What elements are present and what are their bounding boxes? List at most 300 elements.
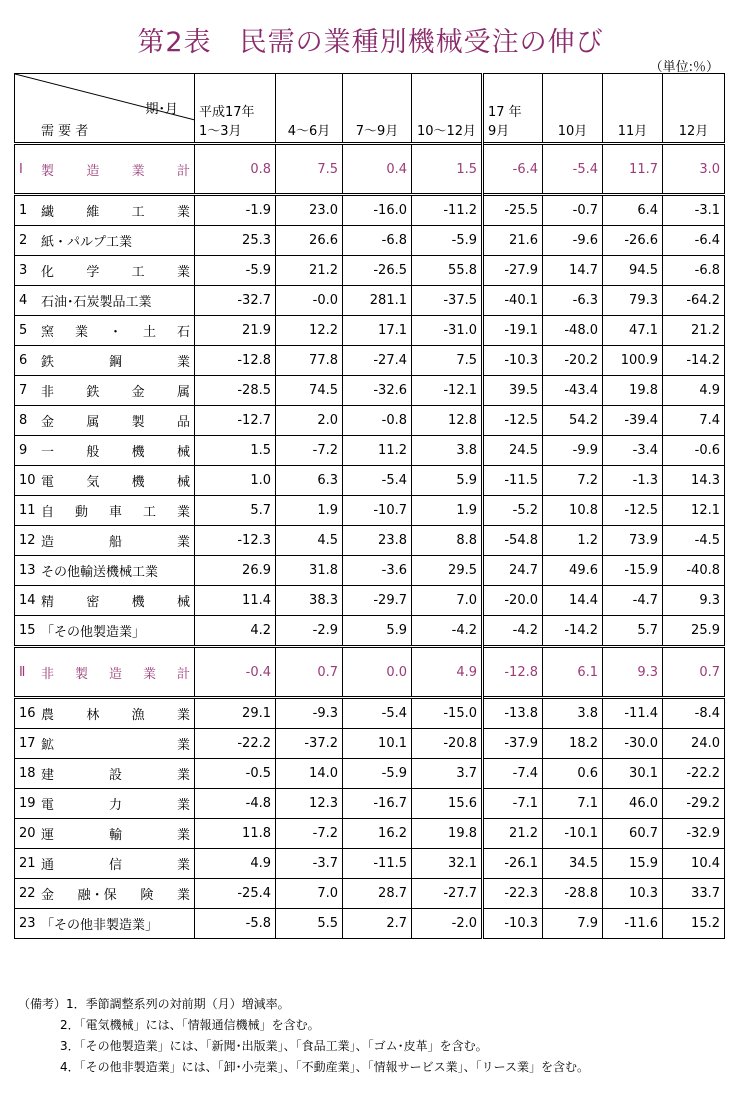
value-cell: -28.8 (543, 879, 603, 909)
col-header: 7～9月 (343, 74, 412, 144)
value-cell: 3.7 (412, 759, 483, 789)
row-name: 自 動 車 工 業 (41, 505, 190, 520)
row-name: 農 林 漁 業 (41, 708, 190, 723)
row-label (15, 144, 195, 195)
value-cell: -20.0 (483, 586, 543, 616)
value-cell: 5.5 (276, 909, 343, 939)
corner-bottom-label: 需 要 者 (41, 124, 89, 139)
row-name: 「その他非製造業」 (41, 918, 159, 933)
value-cell: -12.5 (483, 406, 543, 436)
total-row (15, 144, 725, 195)
row-index: 16 (19, 706, 36, 721)
value-cell: -6.4 (663, 226, 725, 256)
note-line: 2．「電気機械」には、「情報通信機械」を含む。 (60, 1018, 320, 1032)
row-label (15, 698, 195, 729)
value-cell: -29.7 (343, 586, 412, 616)
value-cell: 7.1 (543, 789, 603, 819)
row-label (15, 879, 195, 909)
value-cell: 7.5 (412, 346, 483, 376)
row-index: 12 (19, 533, 36, 548)
value-cell: -0.6 (663, 436, 725, 466)
value-cell: 12.8 (412, 406, 483, 436)
value-cell: 33.7 (663, 879, 725, 909)
note-line: 3．「その他製造業」には、「新聞･出版業」、「食品工業」、「ゴム･皮革」を含む。 (60, 1039, 488, 1053)
corner-header (15, 74, 195, 144)
table-row (15, 759, 725, 789)
value-cell: 19.8 (603, 376, 663, 406)
value-cell: 10.4 (663, 849, 725, 879)
row-name: 電 気 機 械 (41, 475, 190, 490)
value-cell: 12.2 (276, 316, 343, 346)
value-cell: 7.0 (412, 586, 483, 616)
value-cell: -7.2 (276, 436, 343, 466)
value-cell: 26.6 (276, 226, 343, 256)
value-cell: -8.4 (663, 698, 725, 729)
value-cell: 3.8 (543, 698, 603, 729)
value-cell: 29.5 (412, 556, 483, 586)
value-cell: 4.9 (412, 647, 483, 698)
value-cell: 11.4 (195, 586, 276, 616)
value-cell: -26.6 (603, 226, 663, 256)
value-cell: 21.2 (663, 316, 725, 346)
row-name: 運 輸 業 (41, 828, 190, 843)
value-cell: 49.6 (543, 556, 603, 586)
value-cell: -11.4 (603, 698, 663, 729)
value-cell: 1.2 (543, 526, 603, 556)
value-cell: -12.8 (483, 647, 543, 698)
row-label (15, 286, 195, 316)
value-cell: -27.4 (343, 346, 412, 376)
table-row (15, 729, 725, 759)
value-cell: 11.7 (603, 144, 663, 195)
row-label (15, 759, 195, 789)
row-name: 製 造 業 計 (41, 163, 190, 179)
row-index: 22 (19, 886, 36, 901)
row-index: Ⅰ (19, 161, 23, 177)
value-cell: -27.9 (483, 256, 543, 286)
value-cell: 3.8 (412, 436, 483, 466)
table-row (15, 376, 725, 406)
value-cell: -15.9 (603, 556, 663, 586)
value-cell: 14.4 (543, 586, 603, 616)
table-row (15, 346, 725, 376)
value-cell: 17.1 (343, 316, 412, 346)
value-cell: -31.0 (412, 316, 483, 346)
value-cell: -3.7 (276, 849, 343, 879)
value-cell: -14.2 (663, 346, 725, 376)
value-cell: -2.9 (276, 616, 343, 647)
row-index: 21 (19, 856, 36, 871)
value-cell: 15.6 (412, 789, 483, 819)
value-cell: -16.7 (343, 789, 412, 819)
row-index: 13 (19, 563, 36, 578)
value-cell: -54.8 (483, 526, 543, 556)
value-cell: -7.2 (276, 819, 343, 849)
value-cell: -37.5 (412, 286, 483, 316)
row-name: 建 設 業 (41, 768, 190, 783)
value-cell: -3.6 (343, 556, 412, 586)
row-name: 繊 維 工 業 (41, 205, 190, 220)
value-cell: -20.8 (412, 729, 483, 759)
value-cell: 79.3 (603, 286, 663, 316)
value-cell: 7.5 (276, 144, 343, 195)
value-cell: -10.1 (543, 819, 603, 849)
value-cell: -39.4 (603, 406, 663, 436)
value-cell: 16.2 (343, 819, 412, 849)
value-cell: -6.4 (483, 144, 543, 195)
table-row (15, 616, 725, 647)
value-cell: -14.2 (543, 616, 603, 647)
value-cell: -37.2 (276, 729, 343, 759)
value-cell: 21.2 (276, 256, 343, 286)
value-cell: -2.0 (412, 909, 483, 939)
row-index: 9 (19, 443, 28, 458)
row-name: 石油･石炭製品工業 (41, 295, 152, 310)
value-cell: 15.9 (603, 849, 663, 879)
value-cell: -1.3 (603, 466, 663, 496)
row-name: 化 学 工 業 (41, 265, 190, 280)
row-label (15, 436, 195, 466)
value-cell: 4.9 (195, 849, 276, 879)
value-cell: -12.3 (195, 526, 276, 556)
row-label (15, 256, 195, 286)
value-cell: 11.2 (343, 436, 412, 466)
value-cell: -6.3 (543, 286, 603, 316)
value-cell: -40.8 (663, 556, 725, 586)
row-index: 8 (19, 413, 28, 428)
value-cell: 281.1 (343, 286, 412, 316)
row-name: 金 属 製 品 (41, 415, 190, 430)
table-row (15, 556, 725, 586)
value-cell: -10.3 (483, 909, 543, 939)
value-cell: 39.5 (483, 376, 543, 406)
value-cell: 0.0 (343, 647, 412, 698)
value-cell: -15.0 (412, 698, 483, 729)
value-cell: 28.7 (343, 879, 412, 909)
table-row (15, 526, 725, 556)
table-row (15, 586, 725, 616)
value-cell: -48.0 (543, 316, 603, 346)
col-header: 平成17年 1～3月 (195, 74, 276, 144)
row-label (15, 616, 195, 647)
value-cell: 54.2 (543, 406, 603, 436)
value-cell: 15.2 (663, 909, 725, 939)
value-cell: -11.2 (412, 195, 483, 226)
value-cell: -9.9 (543, 436, 603, 466)
row-index: 1 (19, 203, 28, 218)
value-cell: -19.1 (483, 316, 543, 346)
row-name: 非 製 造 業 計 (41, 666, 190, 682)
total-row (15, 647, 725, 698)
value-cell: 0.7 (663, 647, 725, 698)
row-name: 一 般 機 械 (41, 445, 190, 460)
value-cell: -6.8 (663, 256, 725, 286)
value-cell: 32.1 (412, 849, 483, 879)
table-row (15, 316, 725, 346)
value-cell: -22.2 (663, 759, 725, 789)
value-cell: 12.3 (276, 789, 343, 819)
row-label (15, 789, 195, 819)
row-label (15, 346, 195, 376)
value-cell: -1.9 (195, 195, 276, 226)
value-cell: -4.2 (483, 616, 543, 647)
value-cell: -9.6 (543, 226, 603, 256)
value-cell: 0.6 (543, 759, 603, 789)
value-cell: -10.3 (483, 346, 543, 376)
col-header: 17 年 9月 (483, 74, 543, 144)
row-name: 窯 業 ・ 土 石 (41, 325, 190, 340)
value-cell: -5.4 (343, 698, 412, 729)
value-cell: -12.1 (412, 376, 483, 406)
value-cell: 14.3 (663, 466, 725, 496)
table-row (15, 286, 725, 316)
row-index: 10 (19, 473, 36, 488)
value-cell: -28.5 (195, 376, 276, 406)
table-row (15, 226, 725, 256)
value-cell: 94.5 (603, 256, 663, 286)
value-cell: -37.9 (483, 729, 543, 759)
row-index: 4 (19, 293, 28, 308)
value-cell: -3.4 (603, 436, 663, 466)
value-cell: 18.2 (543, 729, 603, 759)
value-cell: 73.9 (603, 526, 663, 556)
value-cell: -32.6 (343, 376, 412, 406)
value-cell: -7.1 (483, 789, 543, 819)
value-cell: 9.3 (663, 586, 725, 616)
value-cell: -11.5 (483, 466, 543, 496)
value-cell: 7.2 (543, 466, 603, 496)
value-cell: -43.4 (543, 376, 603, 406)
value-cell: 4.5 (276, 526, 343, 556)
value-cell: -4.7 (603, 586, 663, 616)
value-cell: -5.4 (543, 144, 603, 195)
table-row (15, 195, 725, 226)
value-cell: 21.6 (483, 226, 543, 256)
value-cell: -5.9 (343, 759, 412, 789)
value-cell: 38.3 (276, 586, 343, 616)
value-cell: 21.2 (483, 819, 543, 849)
value-cell: -6.8 (343, 226, 412, 256)
value-cell: -0.0 (276, 286, 343, 316)
row-label (15, 556, 195, 586)
row-name: 造 船 業 (41, 535, 190, 550)
value-cell: -5.8 (195, 909, 276, 939)
value-cell: 31.8 (276, 556, 343, 586)
row-index: 3 (19, 263, 28, 278)
table-row (15, 879, 725, 909)
col-header: 10～12月 (412, 74, 483, 144)
value-cell: 10.3 (603, 879, 663, 909)
value-cell: 10.8 (543, 496, 603, 526)
value-cell: -64.2 (663, 286, 725, 316)
value-cell: -5.2 (483, 496, 543, 526)
value-cell: -22.3 (483, 879, 543, 909)
unit-label: （単位:％） (649, 60, 719, 75)
value-cell: 60.7 (603, 819, 663, 849)
value-cell: 47.1 (603, 316, 663, 346)
value-cell: 24.5 (483, 436, 543, 466)
table-row (15, 466, 725, 496)
value-cell: 3.0 (663, 144, 725, 195)
value-cell: -0.4 (195, 647, 276, 698)
value-cell: 1.9 (276, 496, 343, 526)
value-cell: -5.9 (412, 226, 483, 256)
value-cell: 23.8 (343, 526, 412, 556)
value-cell: -26.1 (483, 849, 543, 879)
value-cell: -12.8 (195, 346, 276, 376)
value-cell: -27.7 (412, 879, 483, 909)
value-cell: -5.9 (195, 256, 276, 286)
value-cell: -16.0 (343, 195, 412, 226)
row-label (15, 586, 195, 616)
value-cell: 77.8 (276, 346, 343, 376)
value-cell: 5.9 (412, 466, 483, 496)
value-cell: 14.7 (543, 256, 603, 286)
row-label (15, 729, 195, 759)
value-cell: 30.1 (603, 759, 663, 789)
value-cell: 2.0 (276, 406, 343, 436)
page-title: 第2表 民需の業種別機械受注の伸び (137, 27, 604, 58)
value-cell: -30.0 (603, 729, 663, 759)
row-index: Ⅱ (19, 664, 26, 680)
value-cell: -5.4 (343, 466, 412, 496)
value-cell: 6.3 (276, 466, 343, 496)
value-cell: 4.2 (195, 616, 276, 647)
row-name: 鉄 鋼 業 (41, 355, 190, 370)
value-cell: -7.4 (483, 759, 543, 789)
value-cell: -0.7 (543, 195, 603, 226)
row-label (15, 647, 195, 698)
value-cell: 100.9 (603, 346, 663, 376)
row-label (15, 496, 195, 526)
row-name: 紙・パルプ工業 (41, 235, 133, 250)
value-cell: 29.1 (195, 698, 276, 729)
value-cell: 2.7 (343, 909, 412, 939)
row-label (15, 909, 195, 939)
value-cell: -0.5 (195, 759, 276, 789)
row-index: 11 (19, 503, 36, 518)
value-cell: 24.7 (483, 556, 543, 586)
value-cell: 74.5 (276, 376, 343, 406)
value-cell: -29.2 (663, 789, 725, 819)
row-label (15, 819, 195, 849)
table-row (15, 256, 725, 286)
value-cell: -32.7 (195, 286, 276, 316)
value-cell: -12.7 (195, 406, 276, 436)
row-index: 23 (19, 916, 36, 931)
row-index: 17 (19, 736, 36, 751)
value-cell: -12.5 (603, 496, 663, 526)
value-cell: 19.8 (412, 819, 483, 849)
value-cell: -25.4 (195, 879, 276, 909)
value-cell: 55.8 (412, 256, 483, 286)
value-cell: 9.3 (603, 647, 663, 698)
value-cell: 11.8 (195, 819, 276, 849)
value-cell: -20.2 (543, 346, 603, 376)
value-cell: 6.4 (603, 195, 663, 226)
table-row (15, 909, 725, 939)
value-cell: 26.9 (195, 556, 276, 586)
value-cell: -4.2 (412, 616, 483, 647)
value-cell: 24.0 (663, 729, 725, 759)
col-header: 4～6月 (276, 74, 343, 144)
row-label (15, 849, 195, 879)
row-index: 20 (19, 826, 36, 841)
row-name: 精 密 機 械 (41, 595, 190, 610)
value-cell: -22.2 (195, 729, 276, 759)
row-label (15, 316, 195, 346)
value-cell: 6.1 (543, 647, 603, 698)
value-cell: 7.4 (663, 406, 725, 436)
table-row (15, 436, 725, 466)
row-label (15, 195, 195, 226)
value-cell: -11.5 (343, 849, 412, 879)
value-cell: 25.9 (663, 616, 725, 647)
note-line: 4．「その他非製造業」には、「卸･小売業」、「不動産業」、「情報サービス業」、「リース業」を含む。 (60, 1060, 590, 1074)
value-cell: 5.9 (343, 616, 412, 647)
value-cell: -11.6 (603, 909, 663, 939)
value-cell: 0.4 (343, 144, 412, 195)
row-label (15, 226, 195, 256)
value-cell: 10.1 (343, 729, 412, 759)
table-row (15, 789, 725, 819)
value-cell: 46.0 (603, 789, 663, 819)
row-index: 18 (19, 766, 36, 781)
row-label (15, 526, 195, 556)
row-name: 通 信 業 (41, 858, 190, 873)
value-cell: -4.5 (663, 526, 725, 556)
note-line: （備考）1．季節調整系列の対前期（月）増減率。 (18, 997, 290, 1011)
value-cell: -9.3 (276, 698, 343, 729)
row-name: 鉱 業 (41, 738, 190, 753)
row-name: 金 融・保 険 業 (41, 888, 190, 903)
value-cell: -25.5 (483, 195, 543, 226)
value-cell: 34.5 (543, 849, 603, 879)
row-index: 2 (19, 233, 28, 248)
value-cell: 12.1 (663, 496, 725, 526)
value-cell: 8.8 (412, 526, 483, 556)
row-index: 19 (19, 796, 36, 811)
row-name: 非 鉄 金 属 (41, 385, 190, 400)
value-cell: 23.0 (276, 195, 343, 226)
col-header: 11月 (603, 74, 663, 144)
value-cell: 21.9 (195, 316, 276, 346)
value-cell: 1.5 (412, 144, 483, 195)
value-cell: 1.5 (195, 436, 276, 466)
value-cell: 0.8 (195, 144, 276, 195)
value-cell: -26.5 (343, 256, 412, 286)
growth-table (14, 73, 725, 939)
value-cell: -3.1 (663, 195, 725, 226)
notes (18, 994, 589, 1078)
value-cell: 0.7 (276, 647, 343, 698)
value-cell: 7.9 (543, 909, 603, 939)
value-cell: -40.1 (483, 286, 543, 316)
table-row (15, 849, 725, 879)
row-index: 14 (19, 593, 36, 608)
value-cell: 14.0 (276, 759, 343, 789)
row-index: 15 (19, 623, 36, 638)
row-label (15, 376, 195, 406)
value-cell: -10.7 (343, 496, 412, 526)
table-row (15, 406, 725, 436)
row-label (15, 466, 195, 496)
row-label (15, 406, 195, 436)
row-index: 5 (19, 323, 28, 338)
value-cell: 25.3 (195, 226, 276, 256)
col-header: 10月 (543, 74, 603, 144)
row-name: 「その他製造業」 (41, 625, 146, 640)
